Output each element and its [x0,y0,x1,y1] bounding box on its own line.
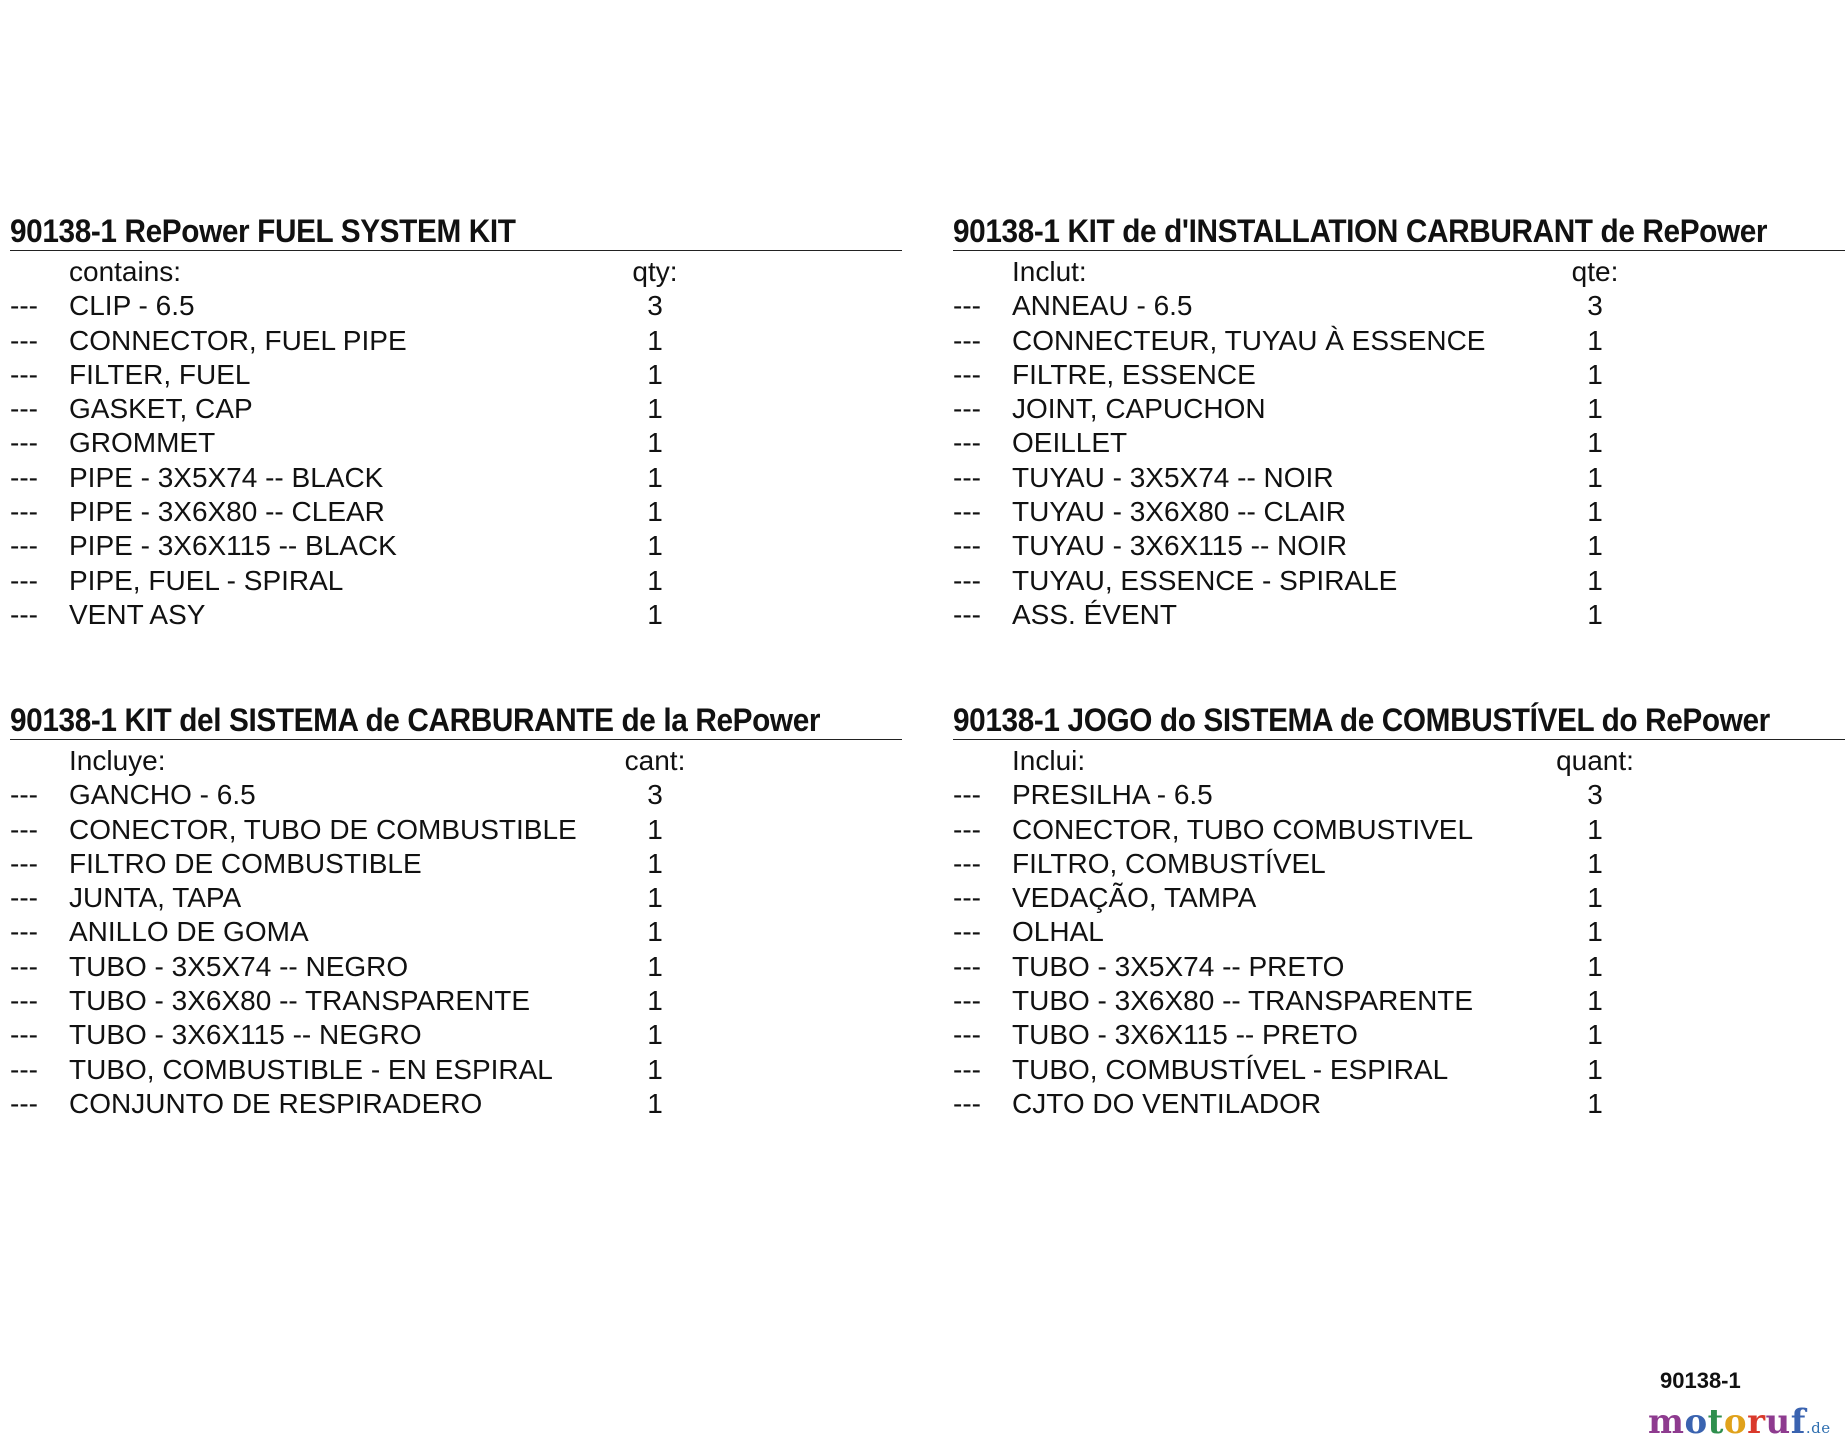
part-qty: 1 [647,393,663,425]
contents-label: contains: [69,256,182,287]
item-bullet: --- [953,564,981,596]
list-item [10,1087,902,1121]
logo-letter: o [1723,1402,1748,1442]
item-bullet: --- [953,1087,981,1119]
part-qty: 1 [647,461,663,493]
part-qty: 1 [647,882,663,914]
list-item [10,392,902,426]
part-qty: 1 [647,1053,663,1085]
part-name: ASS. ÉVENT [1012,598,1177,630]
part-qty: 3 [647,290,663,322]
logo-letter: u [1765,1402,1791,1442]
list-item [953,984,1845,1018]
list-item [953,847,1845,881]
part-name: CONECTOR, TUBO COMBUSTIVEL [1012,813,1474,845]
part-qty: 3 [647,779,663,811]
list-item [953,778,1845,812]
logo-letter: t [1707,1402,1724,1442]
contents-label: Inclui: [1012,745,1086,776]
item-bullet: --- [10,530,38,562]
part-qty: 1 [1587,461,1603,493]
item-bullet: --- [10,916,38,948]
part-qty: 1 [1587,1087,1603,1119]
list-item [953,1053,1845,1087]
list-item [10,778,902,812]
list-item [953,426,1845,460]
part-qty: 1 [647,1019,663,1051]
table-header [10,744,902,778]
kit-pt [953,703,1845,1121]
list-item [10,426,902,460]
part-qty: 1 [1587,427,1603,459]
item-bullet: --- [10,847,38,879]
logo-letter: f [1790,1402,1806,1442]
part-name: FILTRO, COMBUSTÍVEL [1012,847,1326,879]
table-header [953,744,1845,778]
item-bullet: --- [10,324,38,356]
logo-letter: m [1648,1402,1685,1442]
part-name: CLIP - 6.5 [69,290,195,322]
motoruf-logo [1648,1402,1831,1442]
item-bullet: --- [10,564,38,596]
list-item [10,495,902,529]
list-item [953,495,1845,529]
list-item [953,1018,1845,1052]
list-item [10,461,902,495]
parts-table [953,255,1845,632]
part-qty: 1 [1587,564,1603,596]
list-item [10,1053,902,1087]
part-name: CONECTOR, TUBO DE COMBUSTIBLE [69,813,577,845]
item-bullet: --- [953,496,981,528]
part-qty: 1 [647,985,663,1017]
part-name: TUBO - 3X6X115 -- PRETO [1012,1019,1358,1051]
part-qty: 1 [1587,324,1603,356]
list-item [953,813,1845,847]
list-item [10,881,902,915]
part-qty: 1 [1587,950,1603,982]
list-item [10,324,902,358]
item-bullet: --- [953,779,981,811]
kit-title: 90138-1 KIT de d'INSTALLATION CARBURANT de RePower [953,213,1768,249]
part-qty: 1 [1587,393,1603,425]
list-item [953,461,1845,495]
contents-label: Inclut: [1012,256,1087,287]
list-item [953,1087,1845,1121]
part-name: GROMMET [69,427,216,459]
item-bullet: --- [953,393,981,425]
item-bullet: --- [10,393,38,425]
item-bullet: --- [953,882,981,914]
part-qty: 1 [1587,530,1603,562]
part-qty: 1 [647,427,663,459]
list-item [10,564,902,598]
item-bullet: --- [10,427,38,459]
part-qty: 1 [1587,882,1603,914]
title-divider [10,250,902,251]
part-qty: 1 [1587,496,1603,528]
part-qty: 1 [647,847,663,879]
part-name: PIPE - 3X6X115 -- BLACK [69,530,397,562]
contents-label: Incluye: [69,745,166,776]
part-name: TUBO - 3X6X80 -- TRANSPARENTE [1012,985,1474,1017]
list-item [953,529,1845,563]
logo-letter: r [1747,1402,1766,1442]
kit-title: 90138-1 KIT del SISTEMA de CARBURANTE de la RePower [10,702,821,738]
item-bullet: --- [953,813,981,845]
title-divider [10,739,902,740]
item-bullet: --- [10,779,38,811]
part-name: TUYAU, ESSENCE - SPIRALE [1012,564,1398,596]
part-name: VEDAÇÃO, TAMPA [1012,882,1257,914]
qty-label: cant: [624,745,686,776]
kit-en [10,214,902,632]
part-name: CONNECTOR, FUEL PIPE [69,324,407,356]
part-name: GASKET, CAP [69,393,253,425]
list-item [953,950,1845,984]
item-bullet: --- [953,916,981,948]
part-name: TUYAU - 3X6X115 -- NOIR [1012,530,1348,562]
part-name: ANILLO DE GOMA [69,916,309,948]
item-bullet: --- [10,882,38,914]
title-divider [953,250,1845,251]
list-item [10,847,902,881]
part-name: TUBO - 3X5X74 -- PRETO [1012,950,1345,982]
table-header [953,255,1845,289]
part-name: GANCHO - 6.5 [69,779,256,811]
page-id: 90138-1 [1660,1368,1741,1393]
item-bullet: --- [10,598,38,630]
part-name: TUYAU - 3X6X80 -- CLAIR [1012,496,1347,528]
part-name: CONNECTEUR, TUYAU À ESSENCE [1012,324,1486,356]
part-qty: 3 [1587,290,1603,322]
part-name: JOINT, CAPUCHON [1012,393,1266,425]
item-bullet: --- [953,290,981,322]
part-qty: 1 [647,950,663,982]
item-bullet: --- [10,358,38,390]
table-header [10,255,902,289]
part-name: TUBO - 3X5X74 -- NEGRO [69,950,409,982]
qty-label: qty: [632,256,678,287]
part-name: PIPE - 3X6X80 -- CLEAR [69,496,385,528]
part-name: PIPE - 3X5X74 -- BLACK [69,461,384,493]
part-qty: 1 [1587,847,1603,879]
list-item [953,564,1845,598]
list-item [10,598,902,632]
kit-title: 90138-1 RePower FUEL SYSTEM KIT [10,213,516,249]
item-bullet: --- [10,950,38,982]
part-qty: 1 [647,324,663,356]
item-bullet: --- [953,847,981,879]
title-divider [953,739,1845,740]
item-bullet: --- [953,461,981,493]
list-item [953,881,1845,915]
list-item [10,358,902,392]
list-item [10,1018,902,1052]
part-qty: 1 [647,813,663,845]
kit-fr [953,214,1845,632]
list-item [10,984,902,1018]
part-name: TUBO - 3X6X115 -- NEGRO [69,1019,422,1051]
qty-label: qte: [1571,256,1619,287]
part-name: FILTRO DE COMBUSTIBLE [69,847,422,879]
part-name: ANNEAU - 6.5 [1012,290,1193,322]
part-name: PRESILHA - 6.5 [1012,779,1213,811]
item-bullet: --- [953,1053,981,1085]
part-qty: 1 [1587,985,1603,1017]
item-bullet: --- [953,950,981,982]
item-bullet: --- [953,985,981,1017]
item-bullet: --- [953,598,981,630]
item-bullet: --- [953,1019,981,1051]
item-bullet: --- [10,985,38,1017]
item-bullet: --- [10,1053,38,1085]
part-name: PIPE, FUEL - SPIRAL [69,564,344,596]
part-name: OEILLET [1012,427,1128,459]
part-name: OLHAL [1012,916,1104,948]
list-item [953,598,1845,632]
part-name: VENT ASY [69,598,206,630]
list-item [953,915,1845,949]
logo-tld: .de [1805,1419,1831,1437]
part-name: CONJUNTO DE RESPIRADERO [69,1087,483,1119]
part-qty: 1 [647,530,663,562]
list-item [10,915,902,949]
item-bullet: --- [953,324,981,356]
part-qty: 1 [647,916,663,948]
list-item [953,392,1845,426]
part-qty: 1 [647,564,663,596]
item-bullet: --- [10,496,38,528]
part-name: TUBO, COMBUSTÍVEL - ESPIRAL [1012,1053,1449,1085]
list-item [10,529,902,563]
part-name: TUYAU - 3X5X74 -- NOIR [1012,461,1334,493]
qty-label: quant: [1556,745,1634,776]
part-qty: 1 [1587,813,1603,845]
part-qty: 1 [647,496,663,528]
list-item [10,813,902,847]
logo-letter: o [1684,1402,1708,1442]
part-qty: 1 [1587,598,1603,630]
list-item [10,950,902,984]
item-bullet: --- [953,427,981,459]
item-bullet: --- [953,530,981,562]
part-name: TUBO, COMBUSTIBLE - EN ESPIRAL [69,1053,553,1085]
parts-table [10,255,902,632]
item-bullet: --- [10,461,38,493]
list-item [953,358,1845,392]
part-name: TUBO - 3X6X80 -- TRANSPARENTE [69,985,531,1017]
kit-title: 90138-1 JOGO do SISTEMA de COMBUSTÍVEL do RePower [953,702,1770,738]
item-bullet: --- [10,1087,38,1119]
part-qty: 1 [1587,358,1603,390]
list-item [953,289,1845,323]
item-bullet: --- [10,813,38,845]
part-qty: 3 [1587,779,1603,811]
part-qty: 1 [1587,916,1603,948]
item-bullet: --- [953,358,981,390]
part-name: CJTO DO VENTILADOR [1012,1087,1322,1119]
item-bullet: --- [10,1019,38,1051]
part-qty: 1 [1587,1019,1603,1051]
part-name: FILTRE, ESSENCE [1012,358,1256,390]
part-qty: 1 [647,1087,663,1119]
parts-table [10,744,902,1121]
list-item [10,289,902,323]
item-bullet: --- [10,290,38,322]
list-item [953,324,1845,358]
part-name: JUNTA, TAPA [69,882,242,914]
part-qty: 1 [647,358,663,390]
part-qty: 1 [1587,1053,1603,1085]
parts-table [953,744,1845,1121]
kit-es [10,703,902,1121]
part-name: FILTER, FUEL [69,358,251,390]
part-qty: 1 [647,598,663,630]
